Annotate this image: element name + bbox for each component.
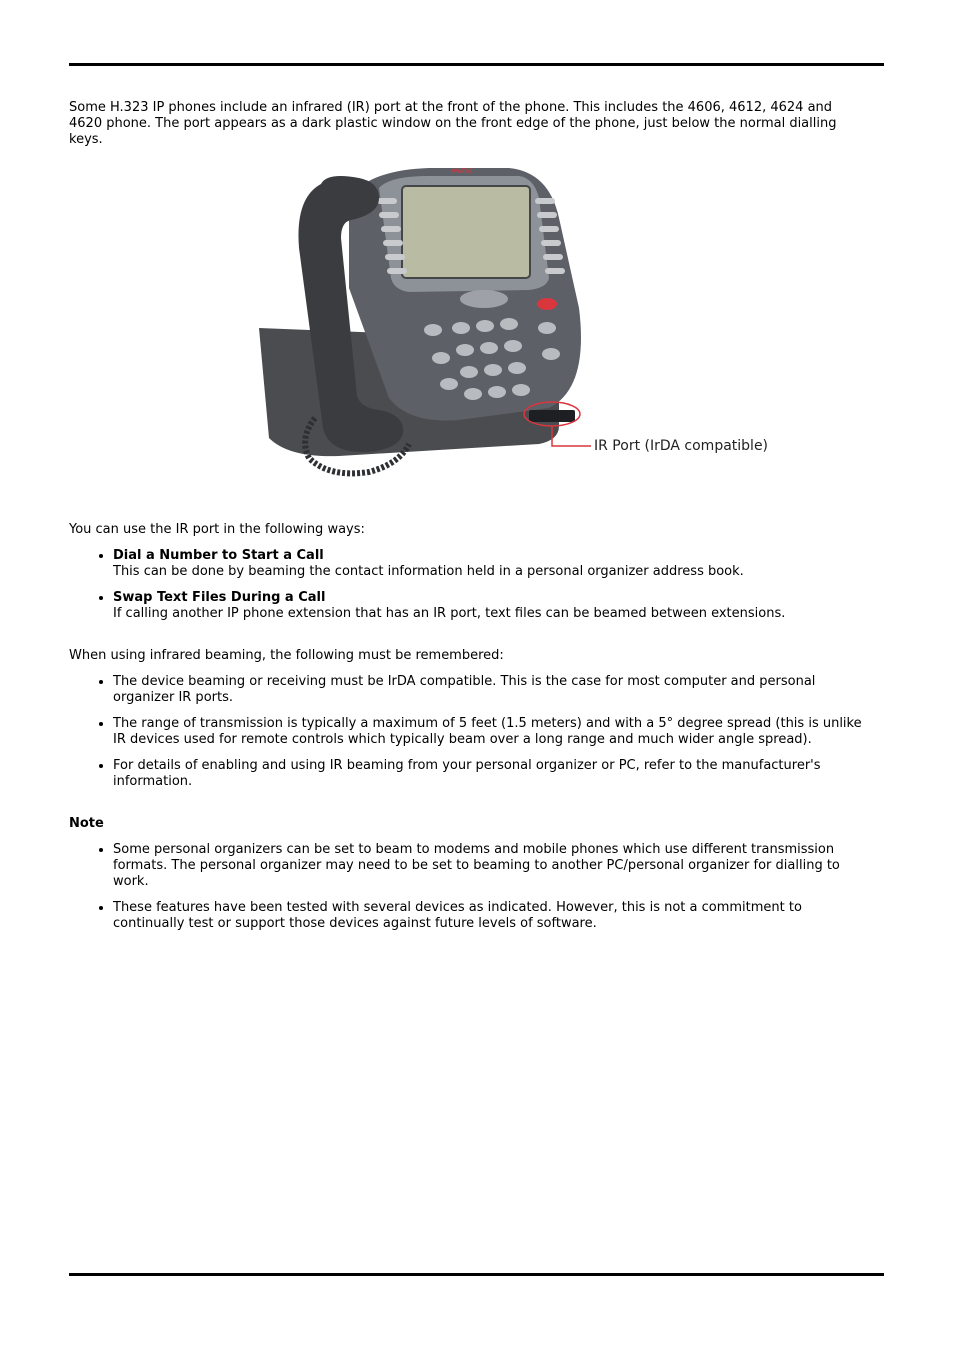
list-item: • For details of enabling and using IR beaming from your personal organizer or PC, refer to the manufacturer's information. <box>113 758 869 790</box>
uses-lead: You can use the IR port in the following ways: <box>69 522 365 537</box>
list-item: • These features have been tested with several devices as indicated. However, this is not a commitment to continually test or support those devices against future levels of software. <box>113 900 869 932</box>
remember-section <box>69 648 869 790</box>
display-screen <box>402 186 530 278</box>
ir-port-window <box>529 410 575 422</box>
list-item: • Some personal organizers can be set to beam to modems and mobile phones which use different transmission formats. The personal organizer may need to be set to beaming to another PC/personal organizer for dialling to work. <box>113 842 869 890</box>
speaker-key <box>537 298 557 310</box>
note-list <box>69 842 869 932</box>
remember-list <box>69 674 869 790</box>
brand-logo: AVAYA <box>451 167 473 175</box>
header-rule <box>69 63 884 66</box>
remember-lead: When using infrared beaming, the following must be remembered: <box>69 648 504 663</box>
page-content <box>69 100 869 942</box>
list-item-title: Swap Text Files During a Call <box>113 590 326 605</box>
uses-list <box>69 548 869 622</box>
list-item-text: This can be done by beaming the contact information held in a personal organizer address book. <box>113 564 744 579</box>
uses-section <box>69 522 869 622</box>
list-item-text: If calling another IP phone extension that has an IR port, text files can be beamed between extensions. <box>113 606 786 621</box>
ip-phone-illustration <box>229 158 789 478</box>
note-heading: Note <box>69 816 104 831</box>
footer-rule <box>69 1273 884 1276</box>
list-item-title: Dial a Number to Start a Call <box>113 548 324 563</box>
list-item <box>113 548 869 580</box>
list-item: • The range of transmission is typically a maximum of 5 feet (1.5 meters) and with a 5° degree spread (this is unlike IR devices used for remote controls which typically beam over a long range and much wider angle spread). <box>113 716 869 748</box>
ir-port-callout: IR Port (IrDA compatible) <box>594 438 769 454</box>
list-item: • The device beaming or receiving must be IrDA compatible. This is the case for most computer and personal organizer IR ports. <box>113 674 869 706</box>
intro-paragraph: Some H.323 IP phones include an infrared (IR) port at the front of the phone. This includes the 4606, 4612, 4624 and 4620 phone. The port appears as a dark plastic window on the front edge of the phone, just below the normal dialling keys. <box>69 100 837 147</box>
navigation-key <box>460 290 508 308</box>
phone-figure <box>69 158 869 488</box>
list-item <box>113 590 869 622</box>
